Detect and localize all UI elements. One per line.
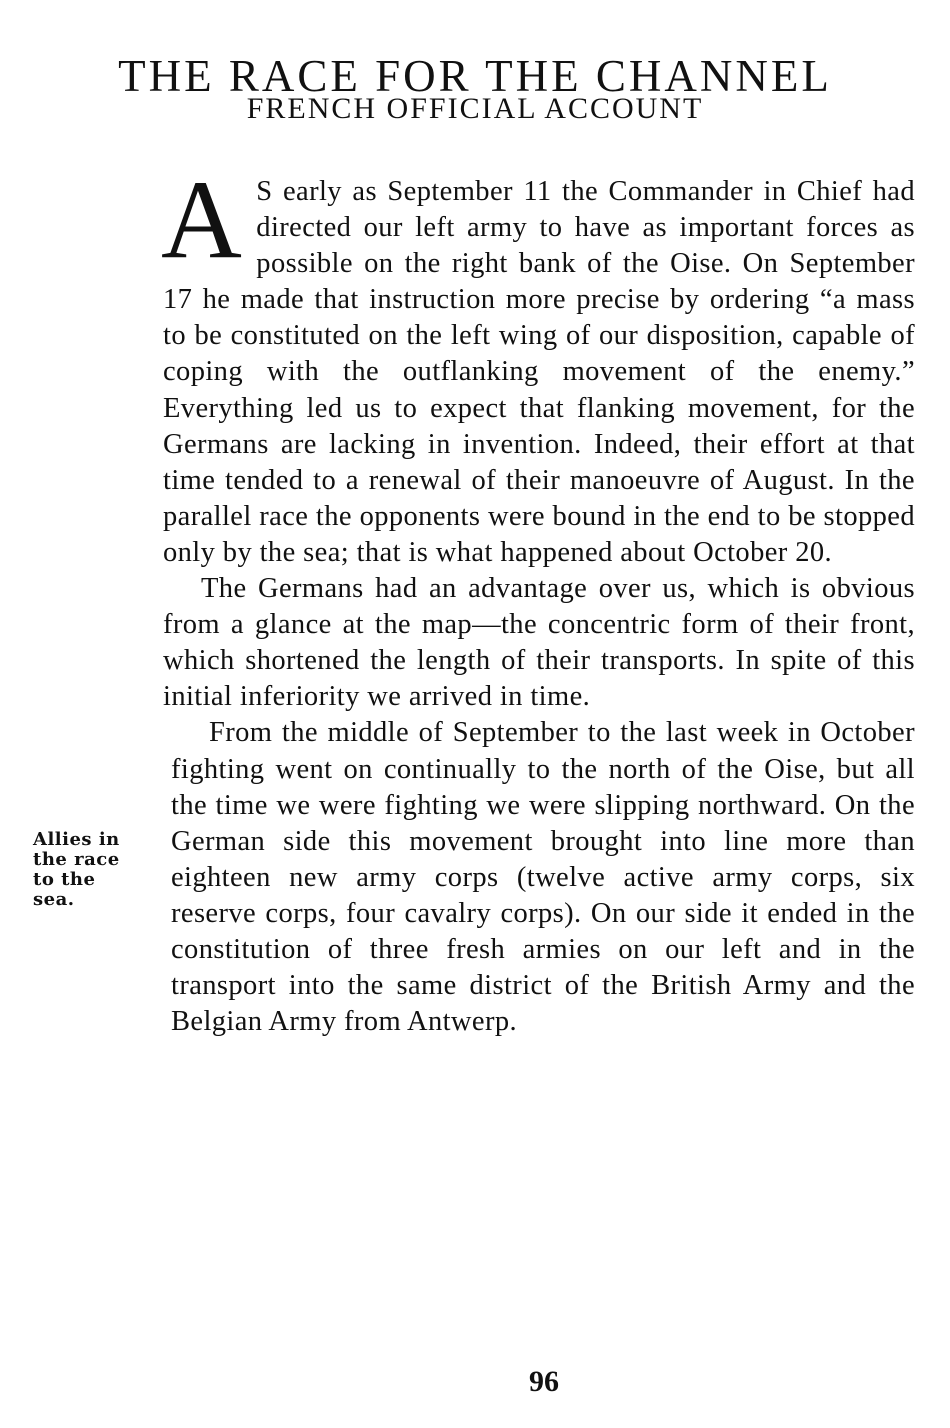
paragraph-3: From the middle of September to the last week in October fighting went on continually to the north of the Oise, but all the time we were fighting we were slipping northward. On the German side this movement brought into line more than eighteen new army corps (twelve active army corps, six reserve corps, four cavalry corps). On our side it ended in the constitution of three fresh armies on our left and in the transport into the same district of the British Army and the Belgian Army from Antwerp. [171, 717, 915, 1038]
paragraph-1-text: S early as September 11 the Commander in Chief had directed our left army to have as important forces as possible on the right bank of the Oise. On September 17 he made that instruction more precise by ordering “a mass to be constituted on the left wing of our disposition, capable of coping with the outflanking movement of the enemy.” Everything led us to expect that flanking movement, for the Germans are lacking in invention. Indeed, their effort at that time tended to a renewal of their manoeuvre of August. In the parallel race the opponents were bound in the end to be stopped only by the sea; that is what happened about October 20. [163, 176, 915, 568]
page-number: 96 [529, 1365, 559, 1398]
body-text [161, 158, 915, 1040]
drop-cap: A [161, 158, 243, 282]
page-title: THE RACE FOR THE CHANNEL [118, 51, 832, 102]
margin-note: Allies in the race to the sea. [33, 829, 120, 910]
page-subtitle: FRENCH OFFICIAL ACCOUNT [246, 92, 704, 125]
paragraph-1 [161, 158, 915, 571]
paragraph-2: The Germans had an advantage over us, which is obvious from a glance at the map—the concentric form of their front, which shortened the length of their transports. In spite of this initial inferiority we arrived in time. [163, 573, 915, 713]
